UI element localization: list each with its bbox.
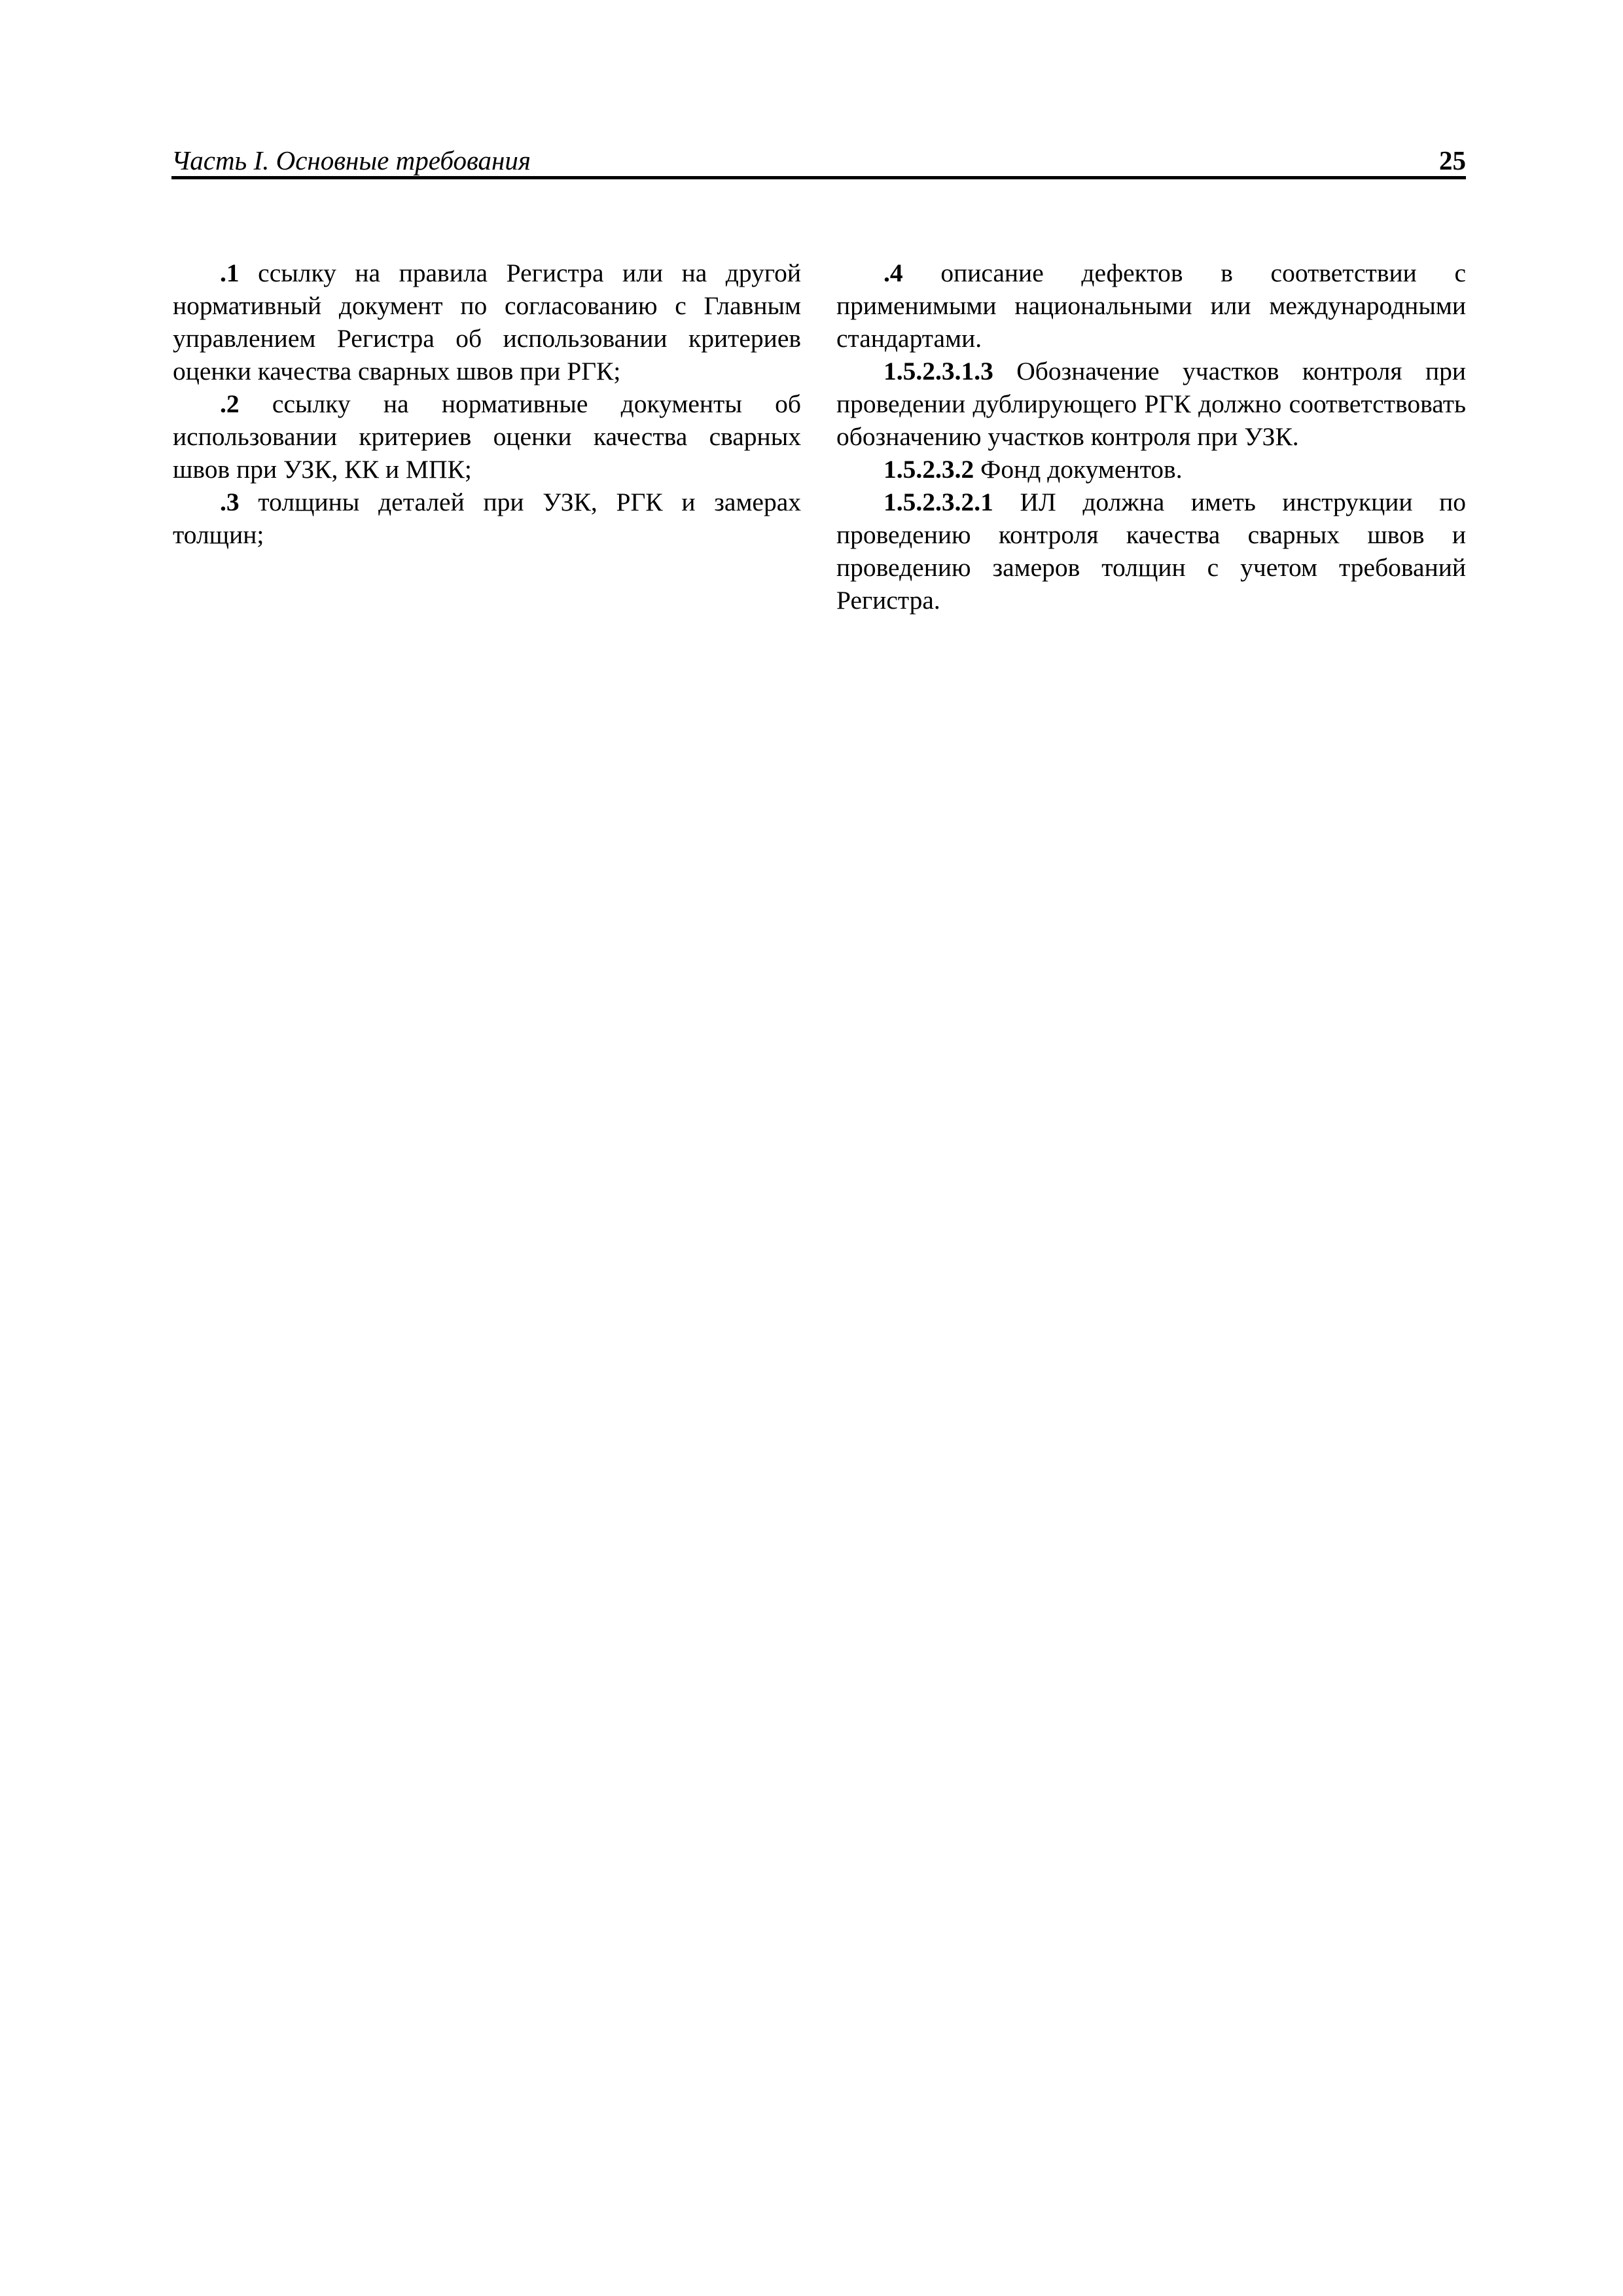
list-item: [173, 387, 801, 486]
item-text: толщины деталей при УЗК, РГК и замерах толщин;: [173, 488, 801, 549]
paragraph-text: ИЛ должна иметь инструкции по проведению контроля качества сварных швов и проведению замеров толщин с учетом требований Регистра.: [836, 488, 1466, 615]
paragraph-text: Обозначение участков контроля при проведении дублирующего РГК должно соответствовать обозначению участков контроля при УЗК.: [836, 357, 1466, 451]
section-paragraph: [836, 355, 1466, 453]
page-number: 25: [1439, 145, 1466, 175]
header-rule: [171, 176, 1466, 179]
section-number: 1.5.2.3.2: [883, 455, 974, 484]
section-heading: [836, 453, 1466, 486]
list-item: [836, 257, 1466, 355]
left-column: [173, 257, 801, 551]
section-number: 1.5.2.3.2.1: [883, 488, 993, 516]
item-text: ссылку на нормативные документы об использовании критериев оценки качества сварных швов при УЗК, КК и МПК;: [173, 389, 801, 484]
running-title: Часть I. Основные требования: [171, 145, 531, 175]
item-number: .2: [220, 389, 240, 418]
section-paragraph: [836, 486, 1466, 617]
item-number: .4: [883, 259, 903, 287]
item-text: ссылку на правила Регистра или на другой нормативный документ по согласованию с Главным управлением Регистра об использовании критериев оценки качества сварных швов при РГК;: [173, 259, 801, 386]
list-item: [173, 257, 801, 387]
heading-text: Фонд документов.: [974, 455, 1183, 484]
item-number: .3: [220, 488, 240, 516]
item-number: .1: [220, 259, 240, 287]
item-text: описание дефектов в соответствии с применимыми национальными или международными стандартами.: [836, 259, 1466, 353]
list-item: [173, 486, 801, 551]
page-header: [171, 140, 1466, 179]
right-column: [836, 257, 1466, 617]
section-number: 1.5.2.3.1.3: [883, 357, 993, 386]
